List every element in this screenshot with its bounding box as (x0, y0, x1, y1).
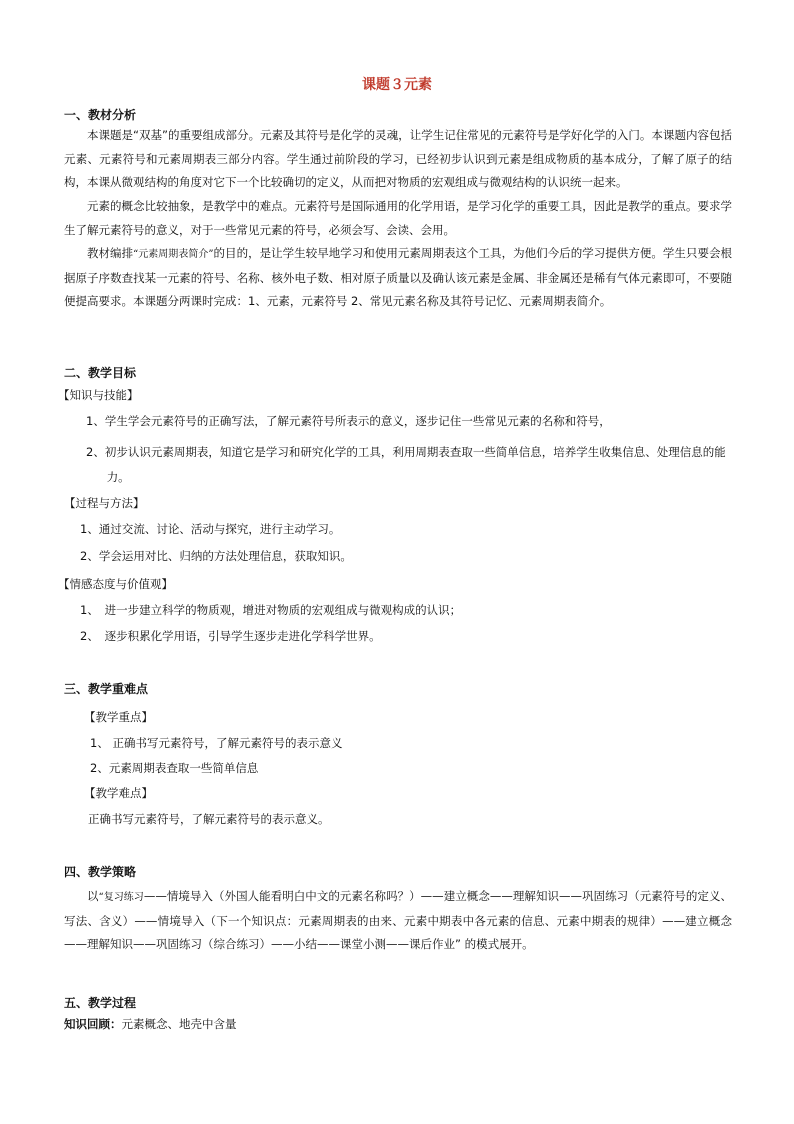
section-heading-key-points: 三、教学重难点 (64, 682, 149, 696)
page-title: 课题３元素 (362, 77, 432, 93)
paragraph-strategy (64, 885, 732, 957)
review-text: 元素概念、地壳中含量 (121, 1017, 237, 1031)
paragraph-prefix: 教材编排 (87, 246, 134, 260)
quoted-term: “复习练习 (98, 892, 144, 903)
objective-item (86, 440, 732, 490)
objective-item: 1、通过交流、讨论、活动与探究，进行主动学习。 (80, 522, 341, 536)
key-point-item: 2、元素周期表查取一些简单信息 (90, 761, 259, 775)
label-key-point: 【教学重点】 (84, 710, 153, 724)
paragraph-analysis-3 (64, 242, 732, 314)
section-heading-process: 五、教学过程 (64, 996, 137, 1010)
group-label-knowledge: 【知识与技能】 (58, 388, 139, 402)
group-label-attitude: 【情感态度与价值观】 (58, 577, 173, 591)
paragraph-text: 的目的，是让学生较早地学习和使用元素周期表这个工具，为他们今后的学习提供方便。学生只要会根据原子序数查找某一元素的符号、名称、核外电子数、相对原子质量以及确认该元素是金属、非金属还是稀有气体元素即可，不要随便提高要求。本课题分两课时完成：1、元素，元素符号 2、常见元素名称及其符号记忆、元素周期表简介。 (64, 246, 732, 308)
key-point-item: 1、 正确书写元素符号，了解元素符号的表示意义 (90, 736, 343, 750)
knowledge-review (64, 1013, 237, 1036)
label-difficult-point: 【教学难点】 (84, 786, 153, 800)
section-heading-strategy: 四、教学策略 (64, 865, 137, 879)
paragraph-text: ——情境导入（外国人能看明白中文的元素名称吗？）——建立概念——理解知识——巩固练习（元素符号的定义、写法、含义）——情境导入（下一个知识点：元素周期表的由来、元素中期表中各元素的信息、元素中期表的规律）——建立概念——理解知识——巩固练习（综合练习）——小结——课堂小测——课后作业” 的模式展开。 (64, 889, 732, 951)
review-label: 知识回顾： (64, 1017, 122, 1031)
paragraph-analysis-1: 本课题是“双基”的重要组成部分。元素及其符号是化学的灵魂，让学生记住常见的元素符号是学好化学的入门。本课题内容包括元素、元素符号和元素周期表三部分内容。学生通过前阶段的学习，已经初步认识到元素是组成物质的基本成分，了解了原子的结构，本课从微观结构的角度对它下一个比较确切的定义，从而把对物质的宏观组成与微观结构的认识统一起来。 (64, 128, 732, 189)
objective-item: 2、学会运用对比、归纳的方法处理信息，获取知识。 (80, 549, 352, 563)
quoted-term: “元素周期表简介” (133, 249, 214, 260)
group-label-process: 【过程与方法】 (64, 496, 145, 510)
section-heading-objectives: 二、教学目标 (64, 366, 137, 380)
objective-item: 2、 逐步积累化学用语，引导学生逐步走进化学科学世界。 (80, 629, 381, 643)
objective-item: 1、 进一步建立科学的物质观，增进对物质的宏观组成与微观构成的认识； (80, 603, 462, 617)
objective-item-text: 2、初步认识元素周期表，知道它是学习和研究化学的工具，利用周期表查取一些简单信息，培养学生收集信息、处理信息的能力。 (86, 445, 726, 484)
section-heading-analysis: 一、教材分析 (64, 108, 137, 122)
paragraph-analysis-2: 元素的概念比较抽象，是教学中的难点。元素符号是国际通用的化学用语，是学习化学的重要工具，因此是教学的重点。要求学生了解元素符号的意义，对于一些常见元素的符号，必须会写、会读、会用。 (64, 199, 732, 237)
difficult-point-text: 正确书写元素符号，了解元素符号的表示意义。 (88, 812, 330, 826)
paragraph-prefix: 以 (87, 889, 99, 903)
objective-item: 1、学生学会元素符号的正确写法，了解元素符号所表示的意义，逐步记住一些常见元素的名称和符号， (86, 414, 611, 428)
